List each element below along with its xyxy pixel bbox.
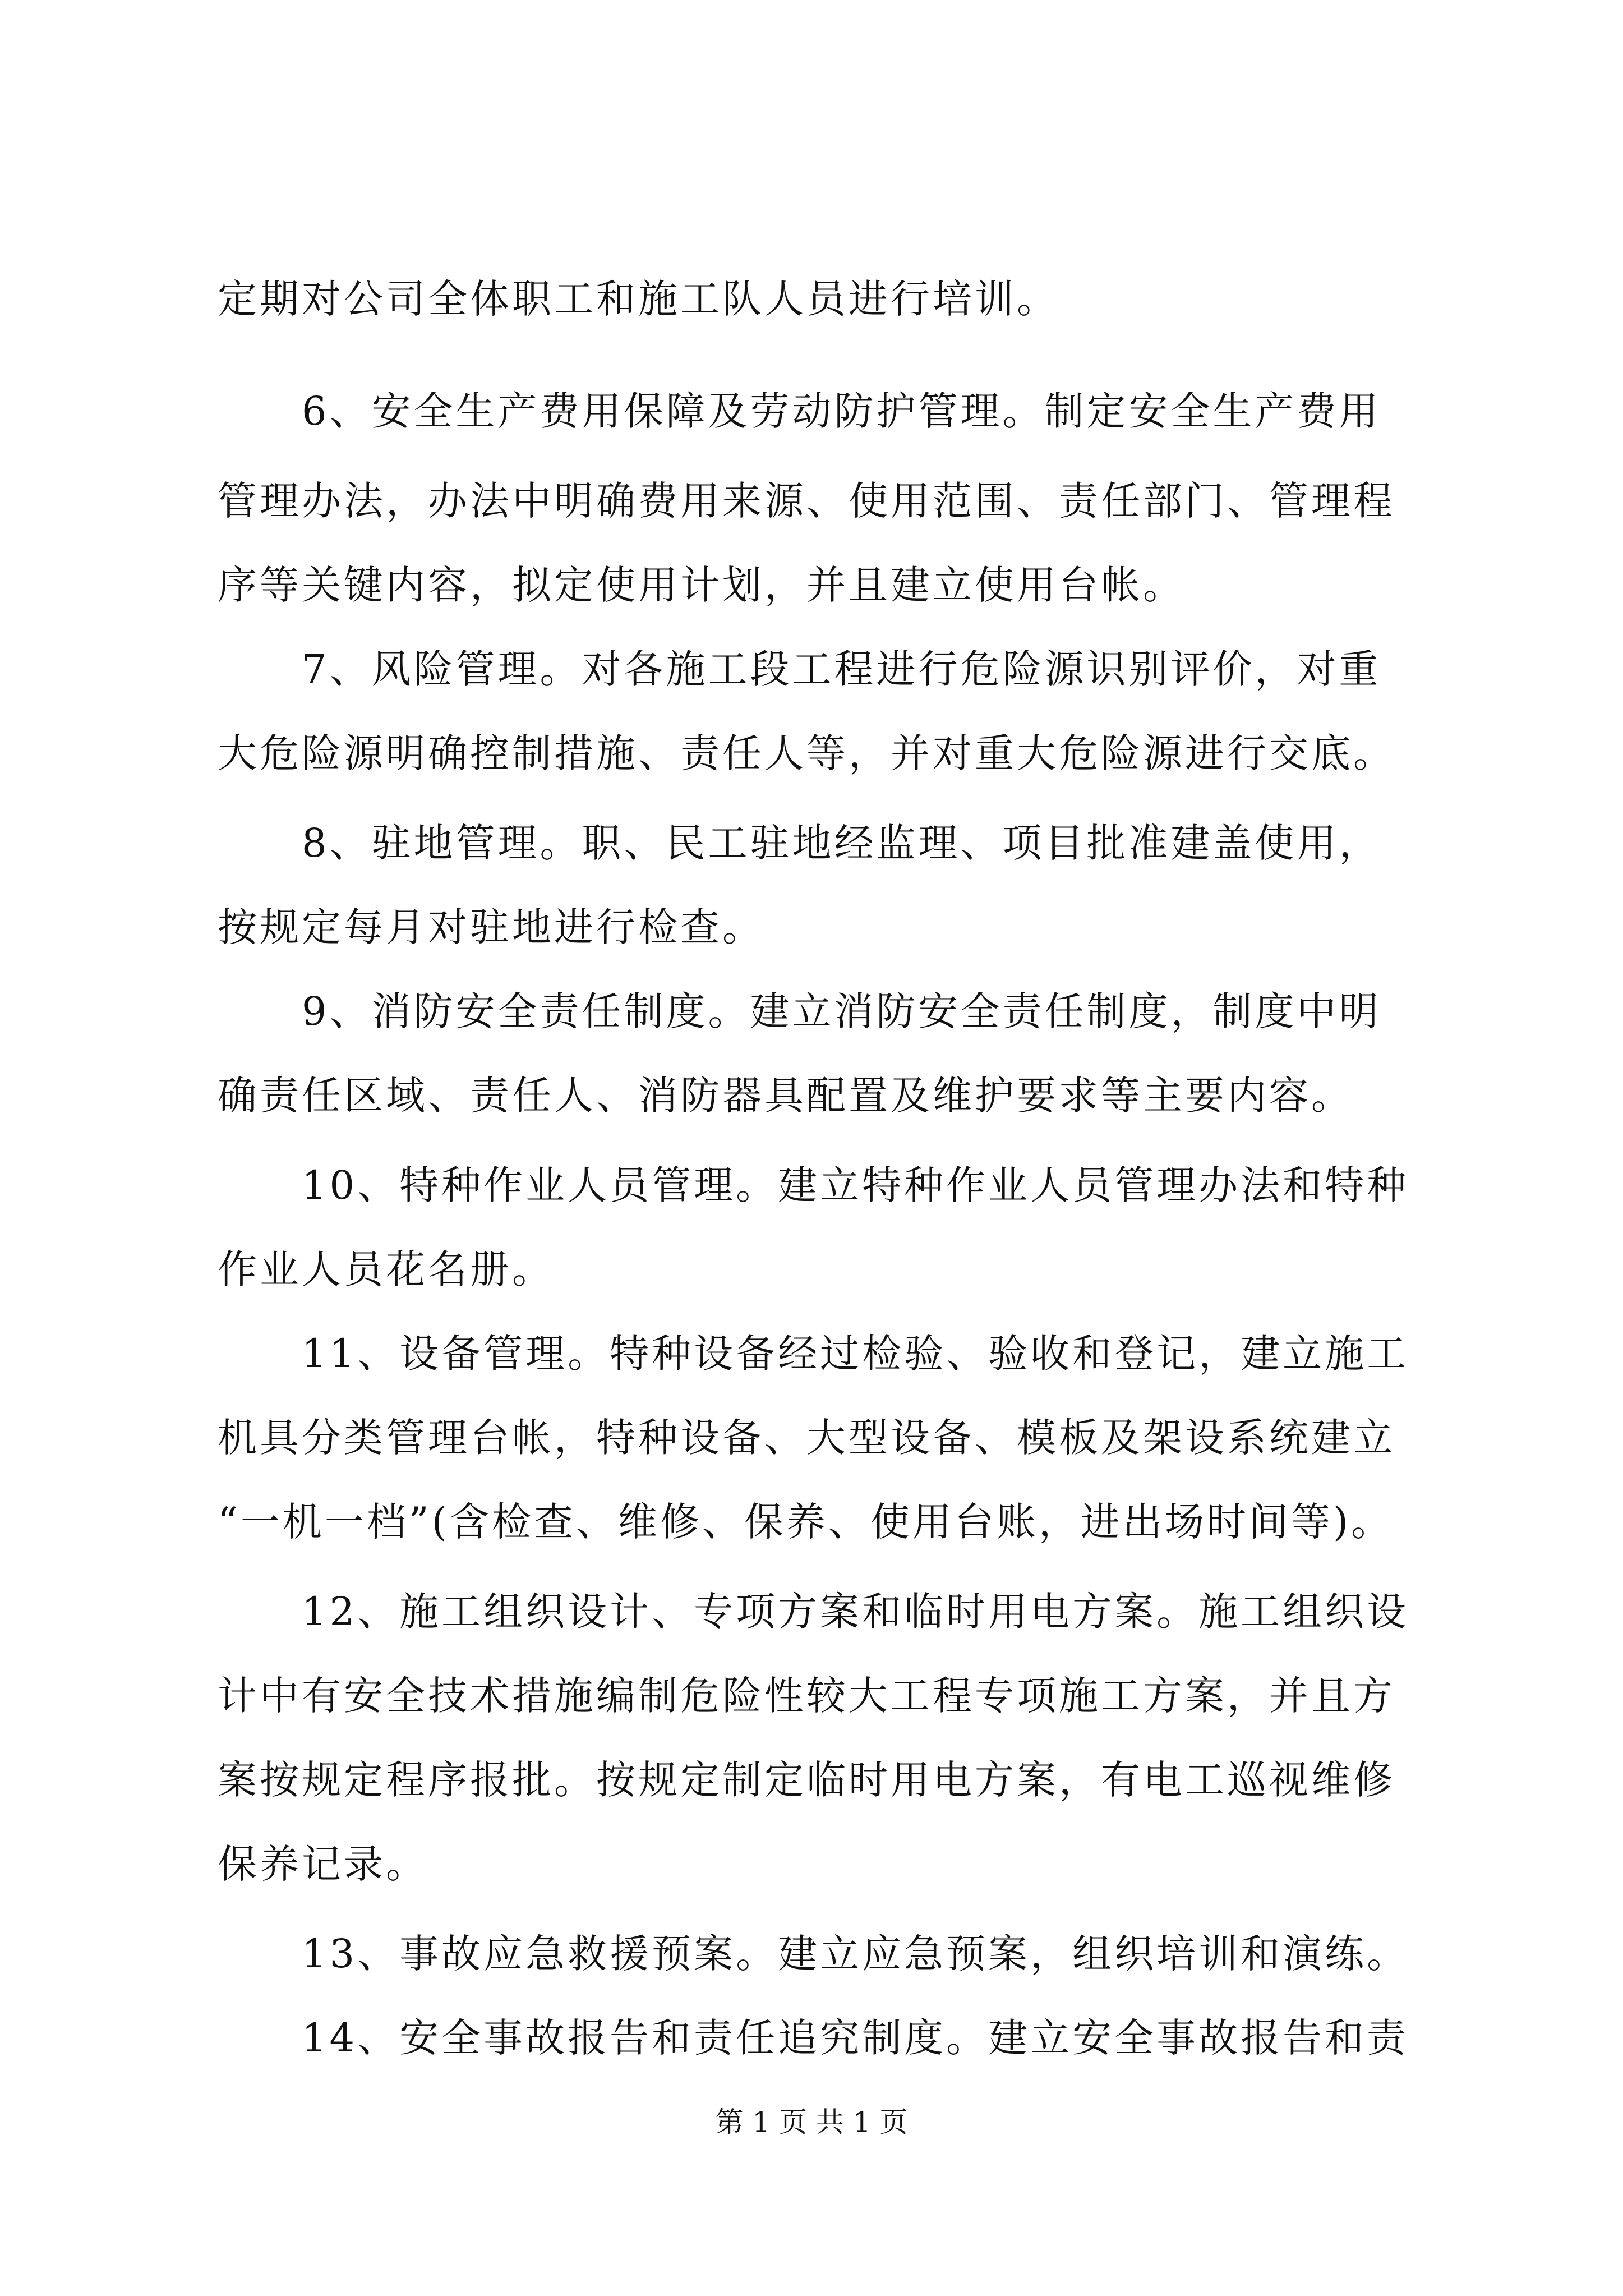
text-line: 案按规定程序报批。按规定制定临时用电方案，有电工巡视维修 — [218, 1757, 1395, 1803]
text-line: 6、安全生产费用保障及劳动防护管理。制定安全生产费用 — [302, 388, 1381, 434]
text-line: 12、施工组织设计、专项方案和临时用电方案。施工组织设 — [302, 1589, 1409, 1635]
text-line: 10、特种作业人员管理。建立特种作业人员管理办法和特种 — [302, 1162, 1409, 1208]
text-line: 序等关键内容，拟定使用计划，并且建立使用台帐。 — [218, 562, 1185, 608]
text-line: 定期对公司全体职工和施工队人员进行培训。 — [218, 276, 1059, 322]
text-line: 大危险源明确控制措施、责任人等，并对重大危险源进行交底。 — [218, 730, 1395, 776]
text-line: 14、安全事故报告和责任追究制度。建立安全事故报告和责 — [302, 2015, 1409, 2061]
text-line: 作业人员花名册。 — [218, 1246, 554, 1292]
text-line: 按规定每月对驻地进行检查。 — [218, 904, 764, 950]
text-line: 计中有安全技术措施编制危险性较大工程专项施工方案，并且方 — [218, 1673, 1395, 1719]
text-line: 8、驻地管理。职、民工驻地经监理、项目批准建盖使用， — [302, 820, 1381, 866]
text-line: 13、事故应急救援预案。建立应急预案，组织培训和演练。 — [302, 1931, 1409, 1977]
text-line: “一机一档”(含检查、维修、保养、使用台账，进出场时间等)。 — [218, 1499, 1394, 1545]
text-line: 保养记录。 — [218, 1841, 428, 1887]
text-line: 11、设备管理。特种设备经过检验、验收和登记，建立施工 — [302, 1331, 1409, 1377]
text-line: 7、风险管理。对各施工段工程进行危险源识别评价，对重 — [302, 646, 1381, 692]
page-footer: 第 1 页 共 1 页 — [715, 2106, 908, 2138]
text-line: 确责任区域、责任人、消防器具配置及维护要求等主要内容。 — [218, 1073, 1353, 1119]
text-line: 9、消防安全责任制度。建立消防安全责任制度，制度中明 — [302, 988, 1381, 1034]
text-line: 管理办法，办法中明确费用来源、使用范围、责任部门、管理程 — [218, 478, 1395, 524]
text-line: 机具分类管理台帐，特种设备、大型设备、模板及架设系统建立 — [218, 1415, 1395, 1461]
